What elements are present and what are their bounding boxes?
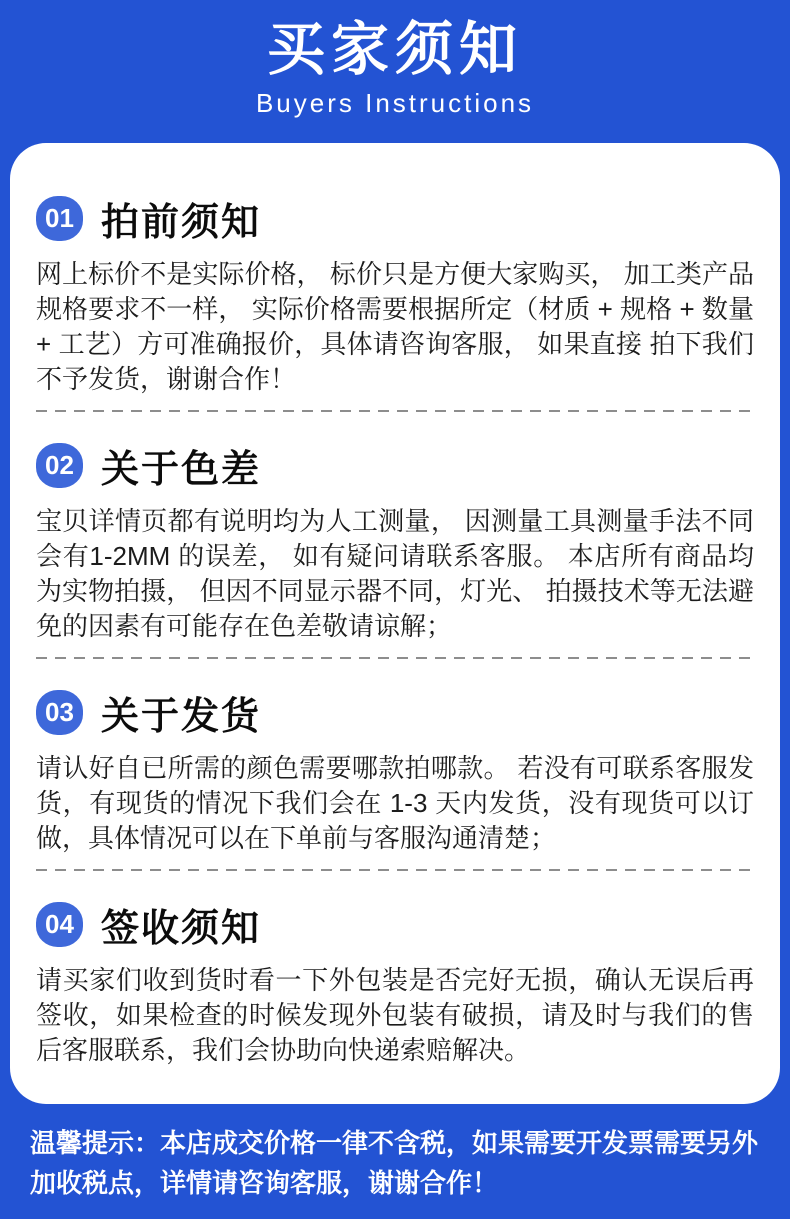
page-subtitle: Buyers Instructions bbox=[255, 87, 535, 118]
section-color-difference bbox=[36, 438, 754, 644]
section-title: 关于色差 bbox=[101, 448, 262, 491]
footer-tip-text: 温馨提示：本店成交价格一律不含税，如果需要开发票需要另外加收税点，详情请咨询客服，谢谢合作！ bbox=[30, 1127, 759, 1198]
section-header bbox=[36, 438, 754, 493]
section-body-text: 宝贝详情页都有说明均为人工测量， 因测量工具测量手法不同会有1-2MM 的误差， 如有疑问请联系客服。 本店所有商品均为实物拍摄， 但因不同显示器不同，灯光、 拍摄技术等无法避免的因素有可能存在色差敬请谅解； bbox=[36, 505, 754, 641]
footer-tip-bar bbox=[0, 1104, 790, 1219]
section-header bbox=[36, 897, 754, 952]
section-shipping bbox=[36, 685, 754, 856]
section-number-badge: 04 bbox=[36, 902, 83, 947]
instructions-card bbox=[10, 143, 780, 1104]
section-pre-purchase-notice bbox=[36, 191, 754, 397]
section-number-badge: 02 bbox=[36, 443, 83, 488]
section-title: 拍前须知 bbox=[101, 201, 262, 244]
dashed-divider bbox=[36, 657, 754, 659]
section-body-text: 请认好自已所需的颜色需要哪款拍哪款。 若没有可联系客服发货，有现货的情况下我们会在 1-3 天内发货，没有现货可以订做，具体情况可以在下单前与客服沟通清楚； bbox=[36, 752, 754, 853]
dashed-divider bbox=[36, 410, 754, 412]
section-number-badge: 03 bbox=[36, 690, 83, 735]
section-header bbox=[36, 685, 754, 740]
dashed-divider bbox=[36, 869, 754, 871]
page-header bbox=[0, 0, 790, 143]
section-receipt-notice bbox=[36, 897, 754, 1068]
section-title: 签收须知 bbox=[101, 907, 262, 950]
section-body-text: 网上标价不是实际价格， 标价只是方便大家购买， 加工类产品规格要求不一样， 实际价格需要根据所定（材质 + 规格 + 数量 + 工艺）方可准确报价，具体请咨询客服， 如果直接 拍下我们不予发货，谢谢合作！ bbox=[36, 258, 754, 394]
section-header bbox=[36, 191, 754, 246]
page-title: 买家须知 bbox=[266, 17, 523, 82]
section-title: 关于发货 bbox=[101, 695, 262, 738]
section-body-text: 请买家们收到货时看一下外包装是否完好无损，确认无误后再签收，如果检查的时候发现外包装有破损，请及时与我们的售后客服联系，我们会协助向快递索赔解决。 bbox=[36, 964, 754, 1065]
section-number-badge: 01 bbox=[36, 196, 83, 241]
